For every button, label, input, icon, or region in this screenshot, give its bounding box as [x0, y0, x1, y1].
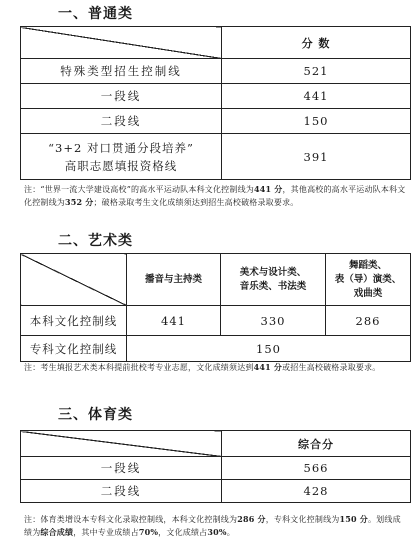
section2-note: [24, 361, 408, 374]
note-emphasis: 70%: [138, 527, 159, 537]
row-value: 521: [222, 59, 411, 84]
row-value: 330: [221, 306, 326, 336]
row-label: [21, 134, 222, 180]
art-score-table: [20, 253, 411, 362]
sports-score-table: [20, 430, 411, 503]
col-header-dance-drama: [326, 254, 411, 306]
note-emphasis: 352 分: [65, 197, 94, 207]
note-text: 注：“世界一流大学建设高校”的高水平运动队本科文化控制线为: [24, 185, 254, 194]
section3-note: [24, 513, 408, 539]
row-label: 一段线: [21, 457, 222, 480]
note-text: 注：考生填报艺术类本科提前批校考专业志愿，文化成绩须达到: [24, 363, 254, 372]
col-header-line: 舞蹈类、: [348, 259, 387, 271]
composite-score-header: 综合分: [222, 431, 411, 457]
section1-note: [24, 183, 408, 209]
row-label: 特殊类型招生控制线: [21, 59, 222, 84]
note-emphasis: 441 分: [253, 184, 283, 194]
table-row: [21, 134, 411, 180]
row-value: 286: [326, 306, 411, 336]
table-row: [21, 480, 411, 503]
col-header-art-music: [221, 254, 326, 306]
row-label: 二段线: [21, 109, 222, 134]
table-row: [21, 84, 411, 109]
note-text: ，专科文化控制线为: [265, 515, 340, 524]
row-value: 150: [222, 109, 411, 134]
row-label: 一段线: [21, 84, 222, 109]
row-label: 本科文化控制线: [21, 306, 127, 336]
row-value: 441: [222, 84, 411, 109]
row-value: 150: [127, 336, 411, 362]
col-header-line: 表（导）演类、: [334, 273, 402, 285]
note-text: ；破格录取考生文化成绩须达到招生高校破格录取要求。: [93, 198, 299, 207]
note-emphasis: 286 分: [237, 514, 266, 524]
note-emphasis: 综合成绩: [40, 527, 74, 537]
score-header: 分 数: [222, 27, 411, 59]
col-header-broadcasting: 播音与主持类: [127, 254, 221, 306]
note-text: ，文化成绩占: [158, 528, 208, 537]
table-row: [21, 336, 411, 362]
row-value: 428: [222, 480, 411, 503]
note-text: 。: [226, 528, 235, 537]
note-emphasis: 441 分: [253, 362, 283, 372]
note-text: 或招生高校破格录取要求。: [282, 363, 381, 372]
row-label: 专科文化控制线: [21, 336, 127, 362]
section2-title: 二、艺术类: [58, 233, 133, 249]
general-score-table: [20, 26, 411, 180]
table-row: [21, 457, 411, 480]
note-text: 。划线成绩为: [24, 515, 401, 537]
diagonal-header-cell: [21, 431, 222, 457]
table-row: [21, 306, 411, 336]
diagonal-header-cell: [21, 254, 127, 306]
note-emphasis: 150 分: [339, 514, 368, 524]
table-row: [21, 59, 411, 84]
row-label-line: “3+2 对口贯通分段培养”: [48, 140, 194, 155]
section3-title: 三、体育类: [58, 407, 133, 423]
table-row: [21, 109, 411, 134]
col-header-line: 音乐类、书法类: [239, 280, 307, 292]
note-text: 注：体育类增设本专科文化录取控制线，本科文化控制线为: [24, 515, 238, 524]
row-label-line: 高职志愿填报资格线: [64, 158, 178, 173]
section1-title: 一、普通类: [58, 6, 133, 22]
row-value: 391: [222, 134, 411, 180]
row-value: 566: [222, 457, 411, 480]
col-header-line: 美术与设计类、: [239, 266, 307, 278]
diagonal-header-cell: [21, 27, 222, 59]
col-header-line: 戏曲类: [353, 287, 383, 299]
row-value: 441: [127, 306, 221, 336]
note-emphasis: 30%: [207, 527, 227, 537]
note-text: ，其他高校的高水平运动队本科文化控制线为: [24, 185, 406, 207]
note-text: ，其中专业成绩占: [73, 528, 139, 537]
row-label: 二段线: [21, 480, 222, 503]
